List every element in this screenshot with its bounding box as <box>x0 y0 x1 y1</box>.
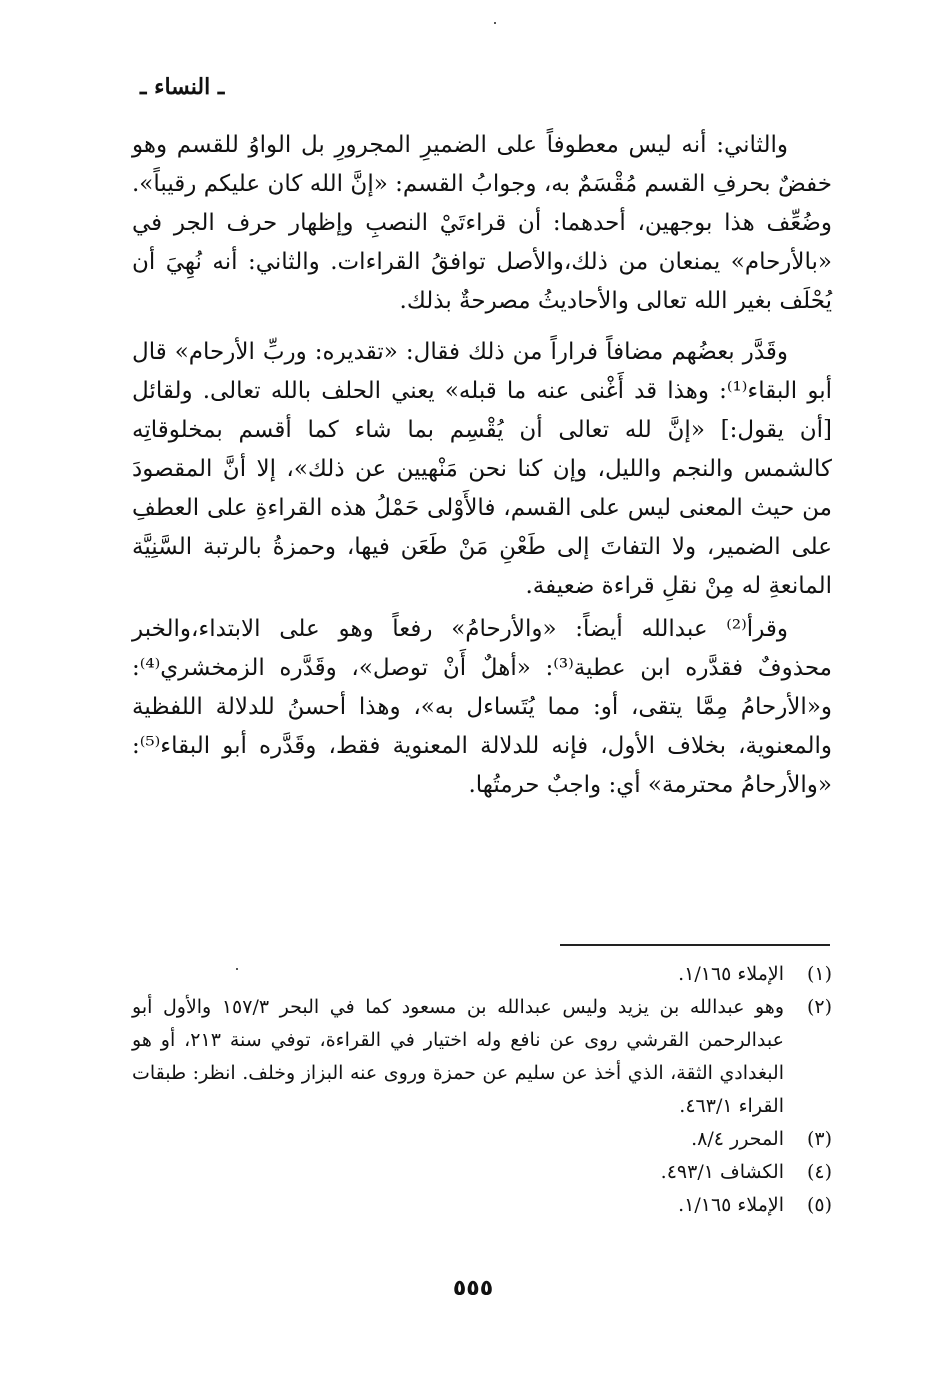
page-number: ٥٥٥ <box>452 1276 494 1301</box>
footnote-4 <box>132 1156 832 1189</box>
paragraph-3: وقرأ⁽²⁾ عبدالله أيضاً: «والأرحامُ» رفعاً وهو على الابتداء،والخبر محذوفٌ فقدَّره ابن عطية⁽³⁾: «أهلٌ أَنْ توصل»، وقَدَّره الزمخشري⁽⁴⁾: و«الأرحامُ مِمَّا يتقى، أو: مما يُتَساءل به»، وهذا أحسنُ للدلالة اللفظية والمعنوية، بخلاف الأول، فإنه للدلالة المعنوية فقط، وقَدَّره أبو البقاء⁽⁵⁾: «والأرحامُ محترمة» أي: واجبٌ حرمتُها. <box>132 616 832 798</box>
running-head-text: ـ النساء ـ <box>140 74 225 100</box>
footnote-5 <box>132 1189 832 1222</box>
footnote-number: (٢) <box>806 996 832 1018</box>
footnote-text: الإملاء ١/١٦٥. <box>678 963 784 985</box>
main-text <box>132 126 832 805</box>
paragraph-1: والثاني: أنه ليس معطوفاً على الضميرِ المجرورِ بل الواوُ للقسم وهو خفضٌ بحرفِ القسم مُقْسَمٌ به، وجوابُ القسم: «إنَّ الله كان عليكم رقيباً». وضُعِّف هذا بوجهين، أحدهما: أن قراءتَيْ النصبِ وإظهار حرف الجر في «بالأرحام» يمنعان من ذلك،والأصل توافقُ القراءات. والثاني: أنه نُهِيَ أن يُحْلَف بغير الله تعالى والأحاديثُ مصرحةٌ بذلك. <box>132 132 832 314</box>
scan-speck <box>494 22 496 24</box>
footnote-number: (٥) <box>806 1194 832 1216</box>
footnote-3 <box>132 1123 832 1156</box>
footnote-number: (٣) <box>806 1128 832 1150</box>
footnote-1 <box>132 958 832 991</box>
footnote-number: (٤) <box>806 1161 832 1183</box>
footnote-separator <box>560 944 830 946</box>
paragraph-2: وقَدَّر بعضُهم مضافاً فراراً من ذلك فقال: «تقديره: وربِّ الأرحام» قال أبو البقاء⁽¹⁾: وهذا قد أَغْنى عنه ما قبله» يعني الحلف بالله تعالى. ولقائل [أن يقول:] «إنَّ لله تعالى أن يُقْسِم بما شاء كما أقسم بمخلوقاتِه كالشمس والنجم والليل، وإن كنا نحن مَنْهيين عن ذلك»، إلا أنَّ المقصودَ من حيث المعنى ليس على القسم، فالأَوْلى حَمْلُ هذه القراءةِ على العطفِ على الضمير، ولا التفاتَ إلى طَعْنِ مَنْ طَعَن فيها، وحمزةُ بالرتبة السَّنِيَّة المانعةِ له مِنْ نقلِ قراءة ضعيفة. <box>132 339 832 599</box>
scan-speck <box>236 968 238 970</box>
footnote-text: المحرر ٨/٤. <box>691 1128 784 1150</box>
footnote-text: الكشاف ٤٩٣/١. <box>660 1161 784 1183</box>
footnote-number: (١) <box>806 963 832 985</box>
running-head <box>140 74 260 100</box>
footnotes <box>132 958 832 1222</box>
footnote-text: الإملاء ١/١٦٥. <box>678 1194 784 1216</box>
footnote-text: وهو عبدالله بن يزيد وليس عبدالله بن مسعود كما في البحر ١٥٧/٣ والأول أبو عبدالرحمن القرشي روى عن نافع وله اختيار في القراءة، توفي سنة ٢١٣، أو هو البغدادي الثقة، الذي أخذ عن سليم عن حمزة وروى عنه البزاز وخلف. انظر: طبقات القراء ٤٦٣/١. <box>132 996 784 1117</box>
footnote-2 <box>132 991 832 1123</box>
